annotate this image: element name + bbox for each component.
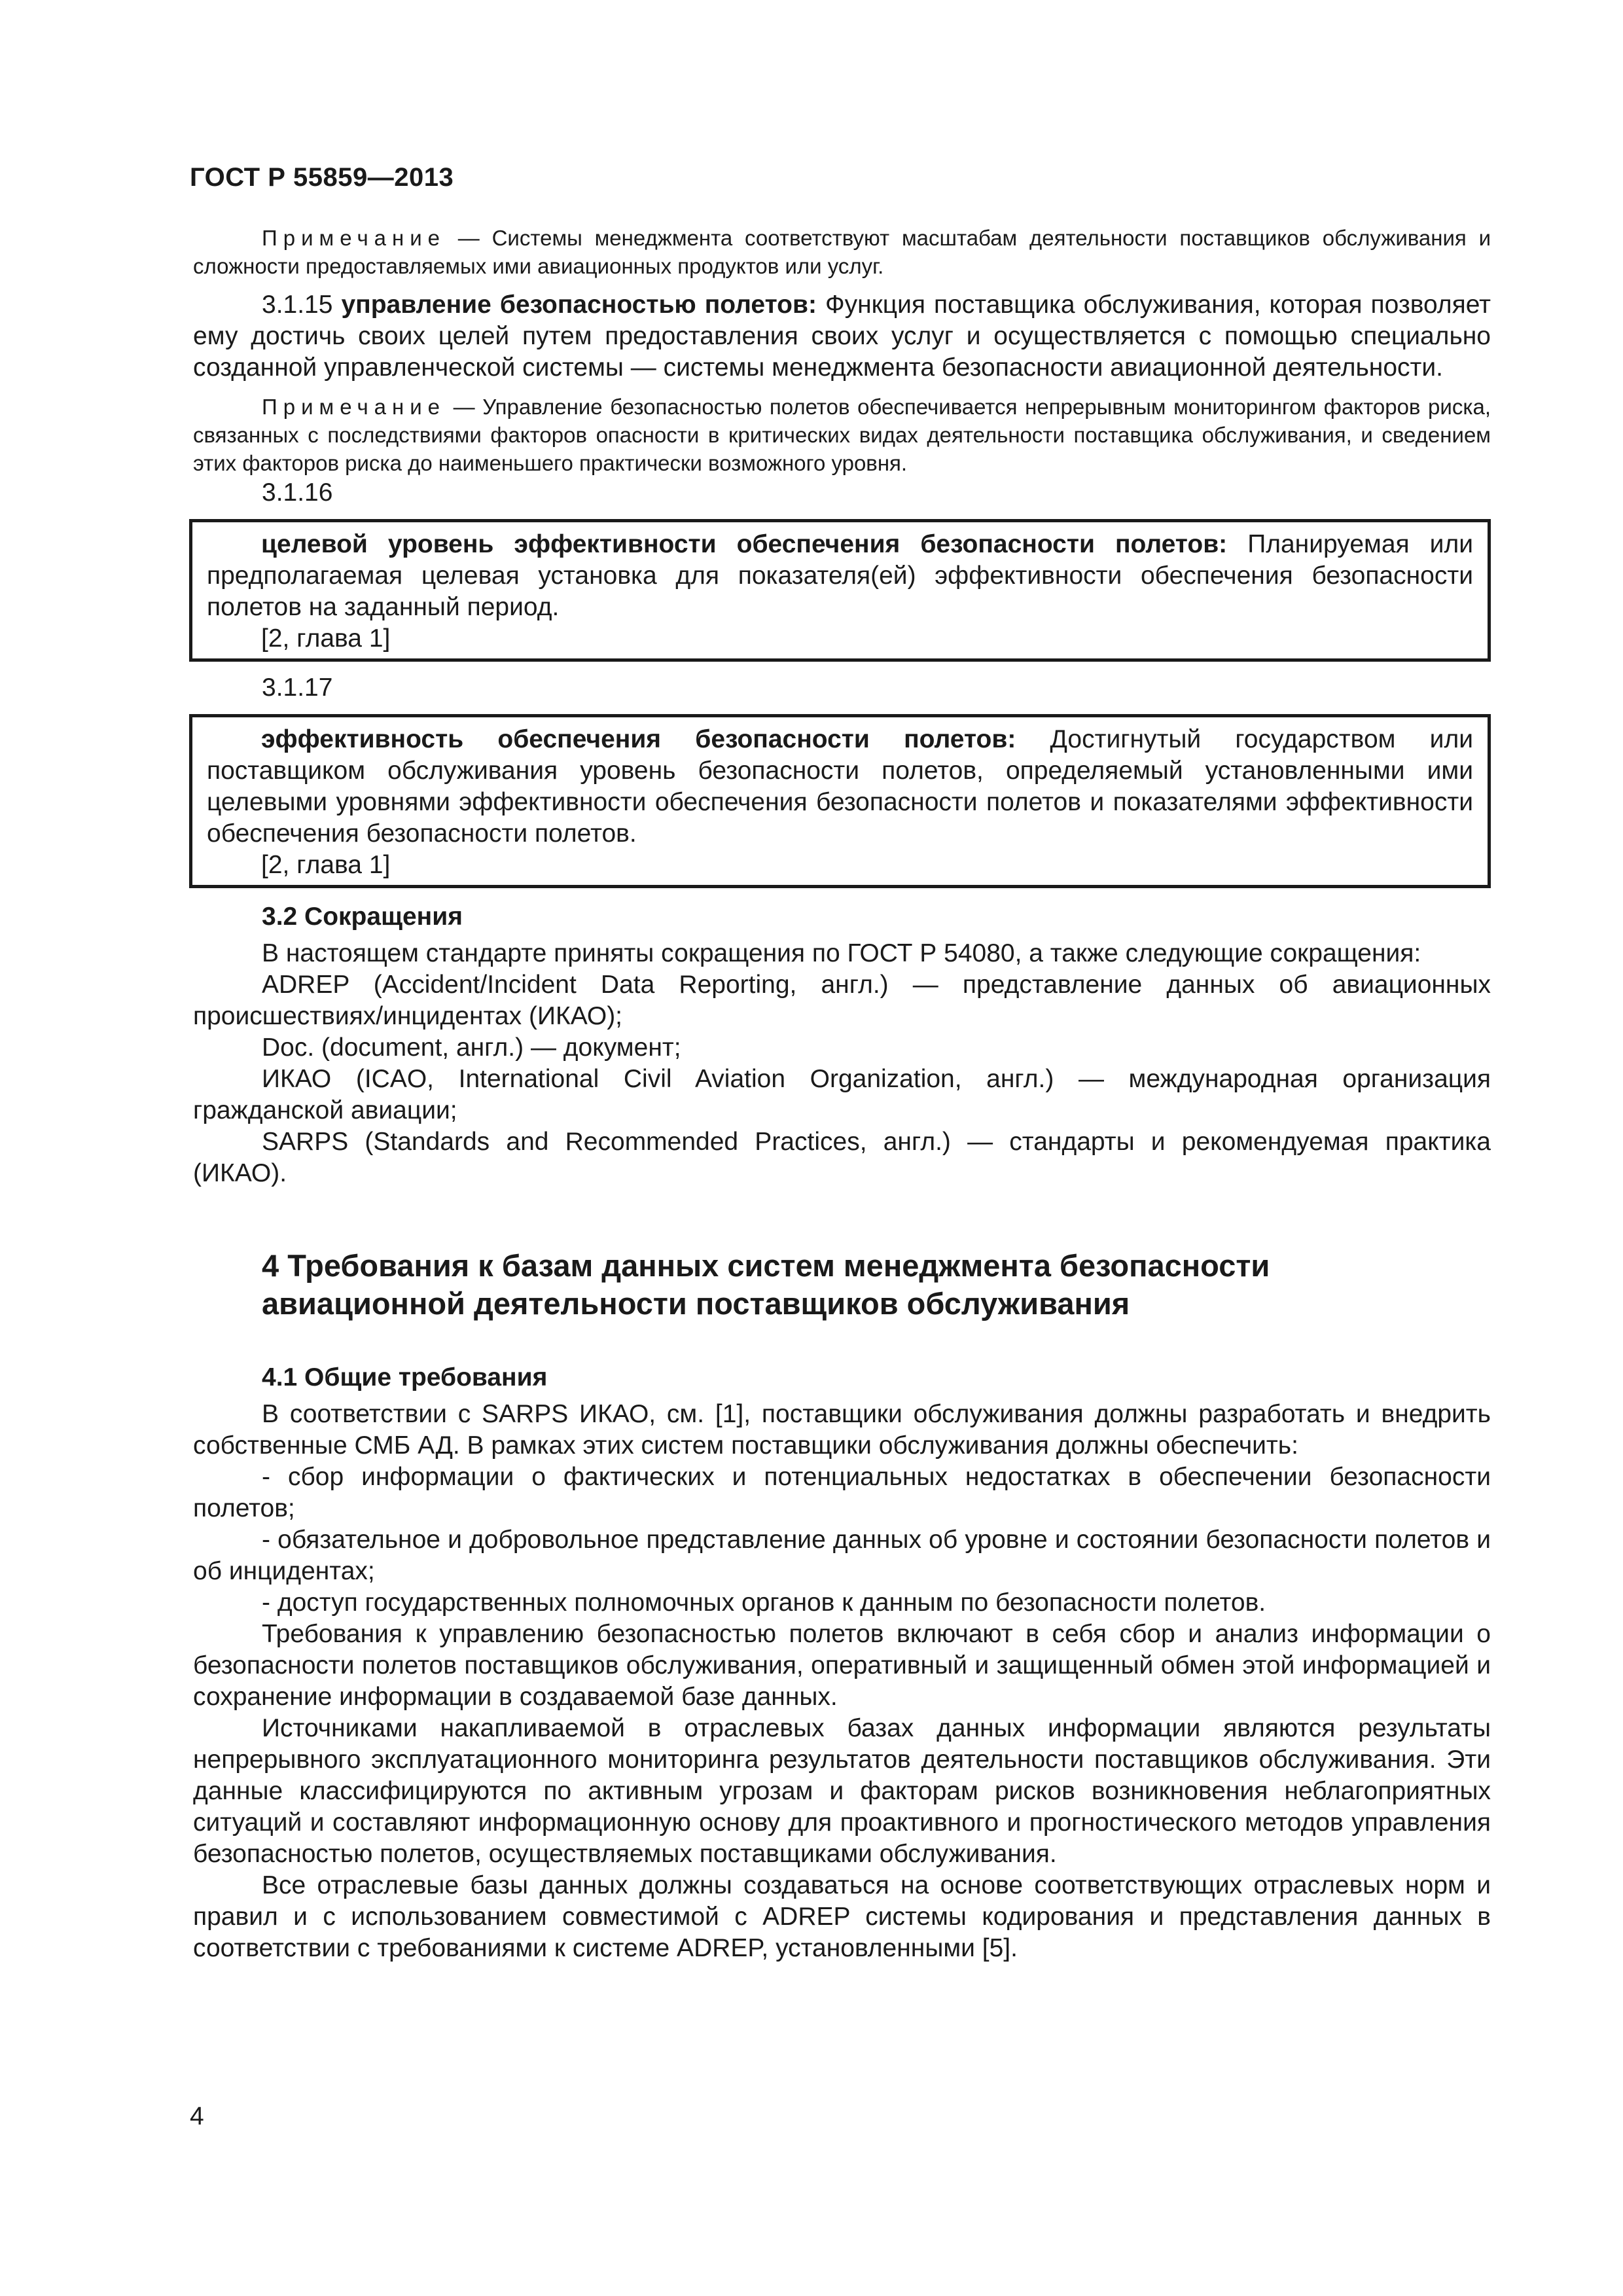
definition-text: Планируемая или предполагаемая целевая установка для показателя(ей) эффективности обеспечения безопасности полетов на заданный период. xyxy=(207,530,1473,621)
definition-source: [2, глава 1] xyxy=(261,851,391,879)
definition-source: [2, глава 1] xyxy=(261,624,391,653)
definition-box-3-1-16 xyxy=(189,519,1491,662)
note-paragraph xyxy=(193,393,1491,477)
list-item: - сбор информации о фактических и потенциальных недостатках в обеспечении безопасности полетов; xyxy=(193,1463,1491,1522)
abbreviation-item: Doc. (document, англ.) — документ; xyxy=(262,1033,681,1062)
abbreviation-item: ИКАО (ICAO, International Civil Aviation Organization, англ.) — международная организация гражданской авиации; xyxy=(193,1065,1491,1124)
definition-text: Достигнутый государством или поставщиком обслуживания уровень безопасности полетов, определяемый установленными ими целевыми уровнями эффективности обеспечения безопасности полетов и показателями эффективности обеспечения безопасности полетов. xyxy=(207,725,1473,848)
definition-body xyxy=(207,724,1473,850)
definition-term: целевой уровень эффективности обеспечения безопасности полетов: xyxy=(261,530,1228,558)
definition-number: 3.1.16 xyxy=(262,478,333,507)
definition-text: Функция поставщика обслуживания, которая позволяет ему достичь своих целей путем предоставления своих услуг и осуществляется с помощью специально созданной управленческой системы — системы менеджмента безопасности авиационной деятельности. xyxy=(193,291,1491,382)
definition-number: 3.1.17 xyxy=(262,673,333,702)
definition-term: эффективность обеспечения безопасности полетов: xyxy=(261,725,1016,753)
body-paragraph: Требования к управлению безопасностью полетов включают в себя сбор и анализ информации о безопасности полетов поставщиков обслуживания, оперативный и защищенный обмен этой информацией и сохранение информации в создаваемой базе данных. xyxy=(193,1620,1491,1711)
abbreviation-item: ADREP (Accident/Incident Data Reporting, англ.) — представление данных об авиационных происшествиях/инцидентах (ИКАО); xyxy=(193,971,1491,1030)
definition-box-3-1-17 xyxy=(189,714,1491,888)
abbreviations-intro: В настоящем стандарте приняты сокращения по ГОСТ Р 54080, а также следующие сокращения: xyxy=(262,939,1421,967)
document-header: ГОСТ Р 55859—2013 xyxy=(190,163,454,192)
definition-number: 3.1.15 xyxy=(262,291,333,319)
definition-3-1-15 xyxy=(193,289,1491,384)
list-item: - обязательное и добровольное представление данных об уровне и состоянии безопасности полетов и об инцидентах; xyxy=(193,1526,1491,1585)
body-paragraph: Все отраслевые базы данных должны создаваться на основе соответствующих отраслевых норм и правил и с использованием совместимой с ADREP системы кодирования и представления данных в соответствии с требованиями к системе ADREP, установленными [5]. xyxy=(193,1871,1491,1962)
subsection-heading-4-1: 4.1 Общие требования xyxy=(262,1363,548,1391)
definition-term: управление безопасностью полетов: xyxy=(341,291,817,319)
body-paragraph: Источниками накапливаемой в отраслевых базах данных информации являются результаты непрерывного эксплуатационного мониторинга результатов деятельности поставщиков обслуживания. Эти данные классифицируются по активным угрозам и факторам рисков возникновения неблагоприятных ситуаций и составляют информационную основу для проактивного и прогностического методов управления безопасностью полетов, осуществляемых поставщиками обслуживания. xyxy=(193,1714,1491,1868)
page-content xyxy=(193,224,1491,1964)
body-paragraph: В соответствии с SARPS ИКАО, см. [1], поставщики обслуживания должны разработать и внедрить собственные СМБ АД. В рамках этих систем поставщики обслуживания должны обеспечить: xyxy=(193,1400,1491,1460)
note-dash: — xyxy=(446,395,483,419)
note-paragraph xyxy=(193,224,1491,280)
list-item: - доступ государственных полномочных органов к данным по безопасности полетов. xyxy=(262,1588,1266,1617)
section-heading-4: 4 Требования к базам данных систем менеджмента безопасности авиационной деятельности поставщиков обслуживания xyxy=(262,1248,1270,1321)
note-text: Системы менеджмента соответствуют масштабам деятельности поставщиков обслуживания и сложности предоставляемых ими авиационных продуктов или услуг. xyxy=(193,226,1491,278)
abbreviation-item: SARPS (Standards and Recommended Practices, англ.) — стандарты и рекомендуемая практика (ИКАО). xyxy=(193,1128,1491,1187)
note-text: Управление безопасностью полетов обеспечивается непрерывным мониторингом факторов риска, связанных с последствиями факторов опасности в критических видах деятельности поставщика обслуживания, и сведением этих факторов риска до наименьшего практически возможного уровня. xyxy=(193,395,1491,475)
page-number: 4 xyxy=(190,2102,204,2130)
note-label: Примечание xyxy=(262,226,446,250)
note-label: Примечание xyxy=(262,395,446,419)
note-dash: — xyxy=(446,226,492,250)
subsection-heading-3-2: 3.2 Сокращения xyxy=(262,903,463,931)
definition-body xyxy=(207,529,1473,623)
